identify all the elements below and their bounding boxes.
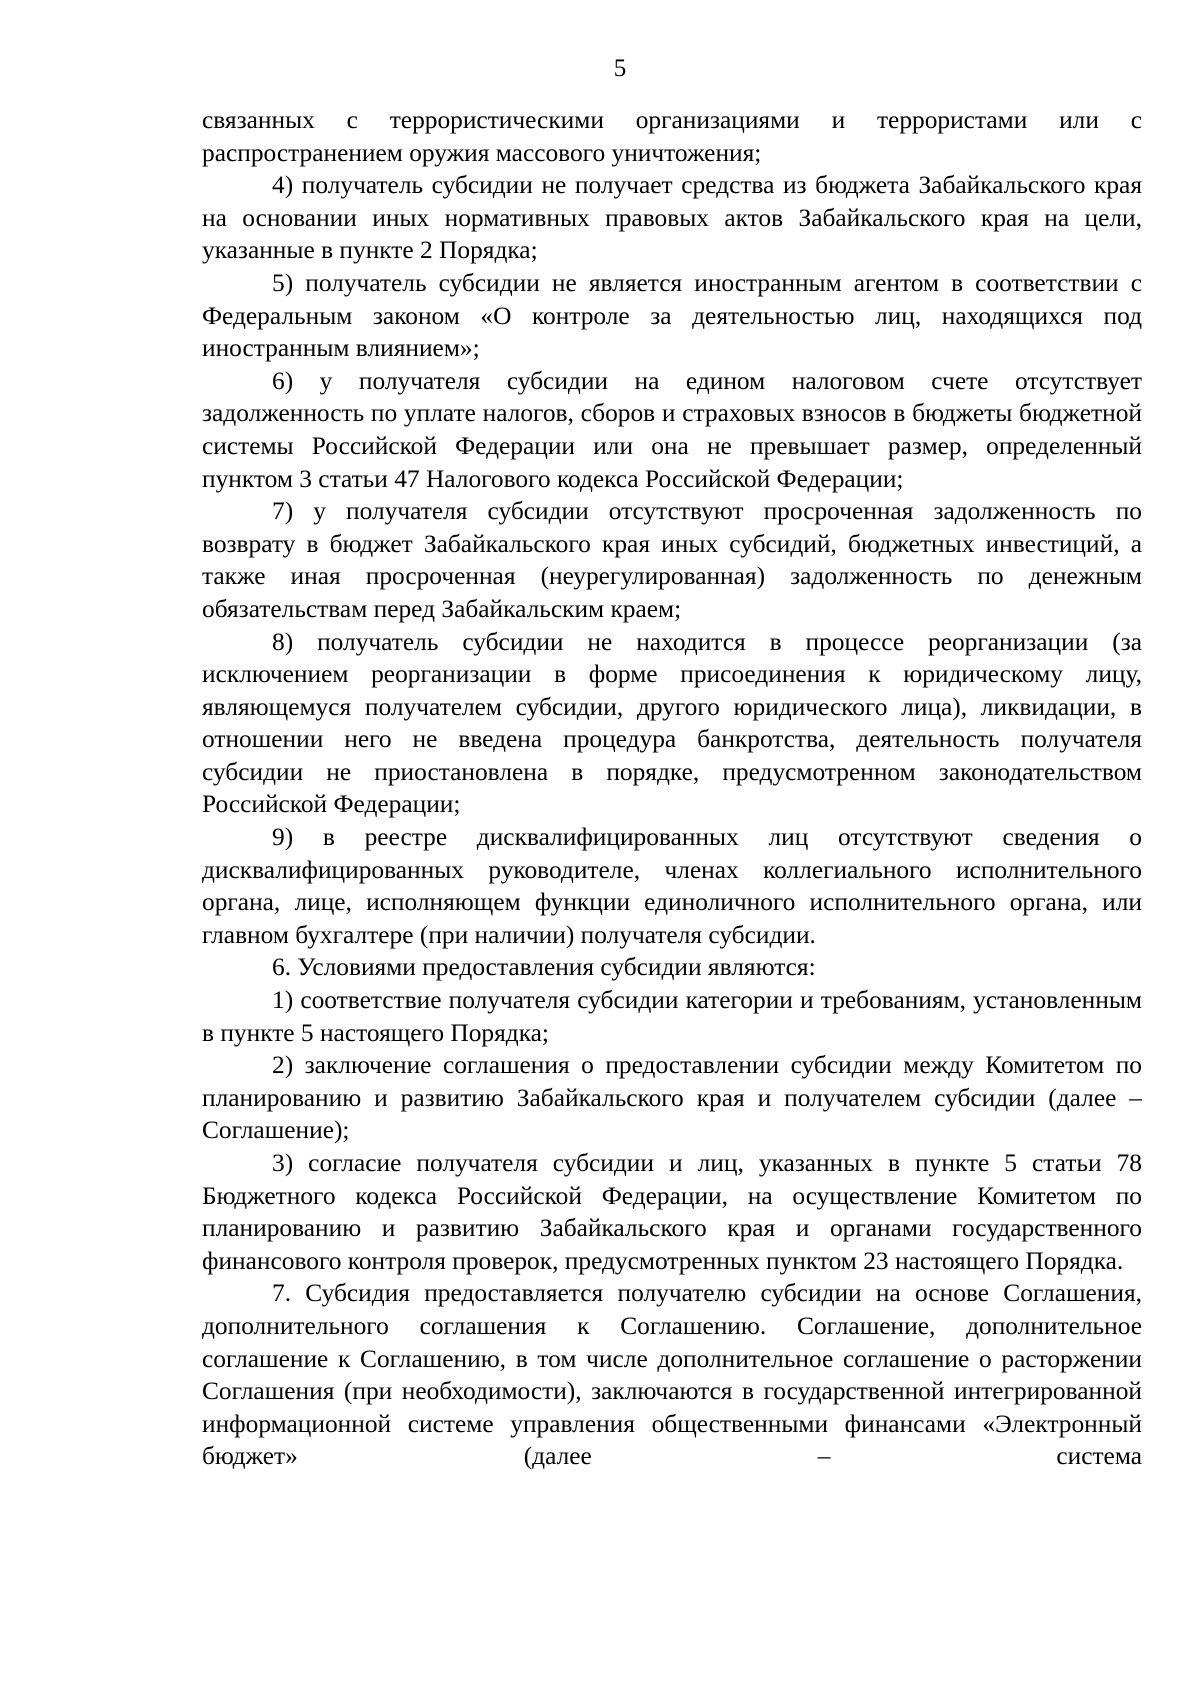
paragraph-item-5: 5) получатель субсидии не является иностранным агентом в соответствии с Федеральным законом «О контроле за деятельностью лиц, находящихся под иностранным влиянием»; bbox=[202, 268, 1142, 363]
condition-item-3: 3) согласие получателя субсидии и лиц, указанных в пункте 5 статьи 78 Бюджетного кодекса Российской Федерации, на осуществление Комитетом по планированию и развитию Забайкальского края и органами государственного финансового контроля проверок, предусмотренных пунктом 23 настоящего Порядка. bbox=[202, 1149, 1142, 1275]
document-body bbox=[202, 104, 1142, 1473]
page-number: 5 bbox=[613, 55, 627, 82]
section-6-heading: 6. Условиями предоставления субсидии являются: bbox=[272, 953, 816, 982]
paragraph-item-9: 9) в реестре дисквалифицированных лиц отсутствуют сведения о дисквалифицированных руководителе, членах коллегиального исполнительного органа, лице, исполняющем функции единоличного исполнительного органа, или главном бухгалтере (при наличии) получателя субсидии. bbox=[202, 823, 1142, 949]
section-7-paragraph: 7. Субсидия предоставляется получателю субсидии на основе Соглашения, дополнительного соглашения к Соглашению. Соглашение, дополнительное соглашение к Соглашению, в том числе дополнительное соглашение о расторжении Соглашения (при необходимости), заключаются в государственной интегрированной информационной системе управления общественными финансами «Электронный бюджет» (далее – система bbox=[202, 1279, 1142, 1471]
paragraph-item-7: 7) у получателя субсидии отсутствуют просроченная задолженность по возврату в бюджет Забайкальского края иных субсидий, бюджетных инвестиций, а также иная просроченная (неурегулированная) задолженность по денежным обязательствам перед Забайкальским краем; bbox=[202, 497, 1142, 623]
condition-item-1: 1) соответствие получателя субсидии категории и требованиям, установленным в пункте 5 настоящего Порядка; bbox=[202, 986, 1142, 1047]
paragraph-continuation: связанных с террористическими организациями и террористами или с распространением оружия массового уничтожения; bbox=[202, 106, 1142, 167]
paragraph-item-4: 4) получатель субсидии не получает средства из бюджета Забайкальского края на основании иных нормативных правовых актов Забайкальского края на цели, указанные в пункте 2 Порядка; bbox=[202, 171, 1142, 265]
paragraph-item-6: 6) у получателя субсидии на едином налоговом счете отсутствует задолженность по уплате налогов, сборов и страховых взносов в бюджеты бюджетной системы Российской Федерации или она не превышает размер, определенный пунктом 3 статьи 47 Налогового кодекса Российской Федерации; bbox=[202, 366, 1142, 493]
condition-item-2: 2) заключение соглашения о предоставлении субсидии между Комитетом по планированию и развитию Забайкальского края и получателем субсидии (далее – Соглашение); bbox=[202, 1051, 1142, 1145]
paragraph-item-8: 8) получатель субсидии не находится в процессе реорганизации (за исключением реорганизации в форме присоединения к юридическому лицу, являющемуся получателем субсидии, другого юридического лица), ликвидации, в отношении него не введена процедура банкротства, деятельность получателя субсидии не приостановлена в порядке, предусмотренном законодательством Российской Федерации; bbox=[202, 627, 1142, 819]
